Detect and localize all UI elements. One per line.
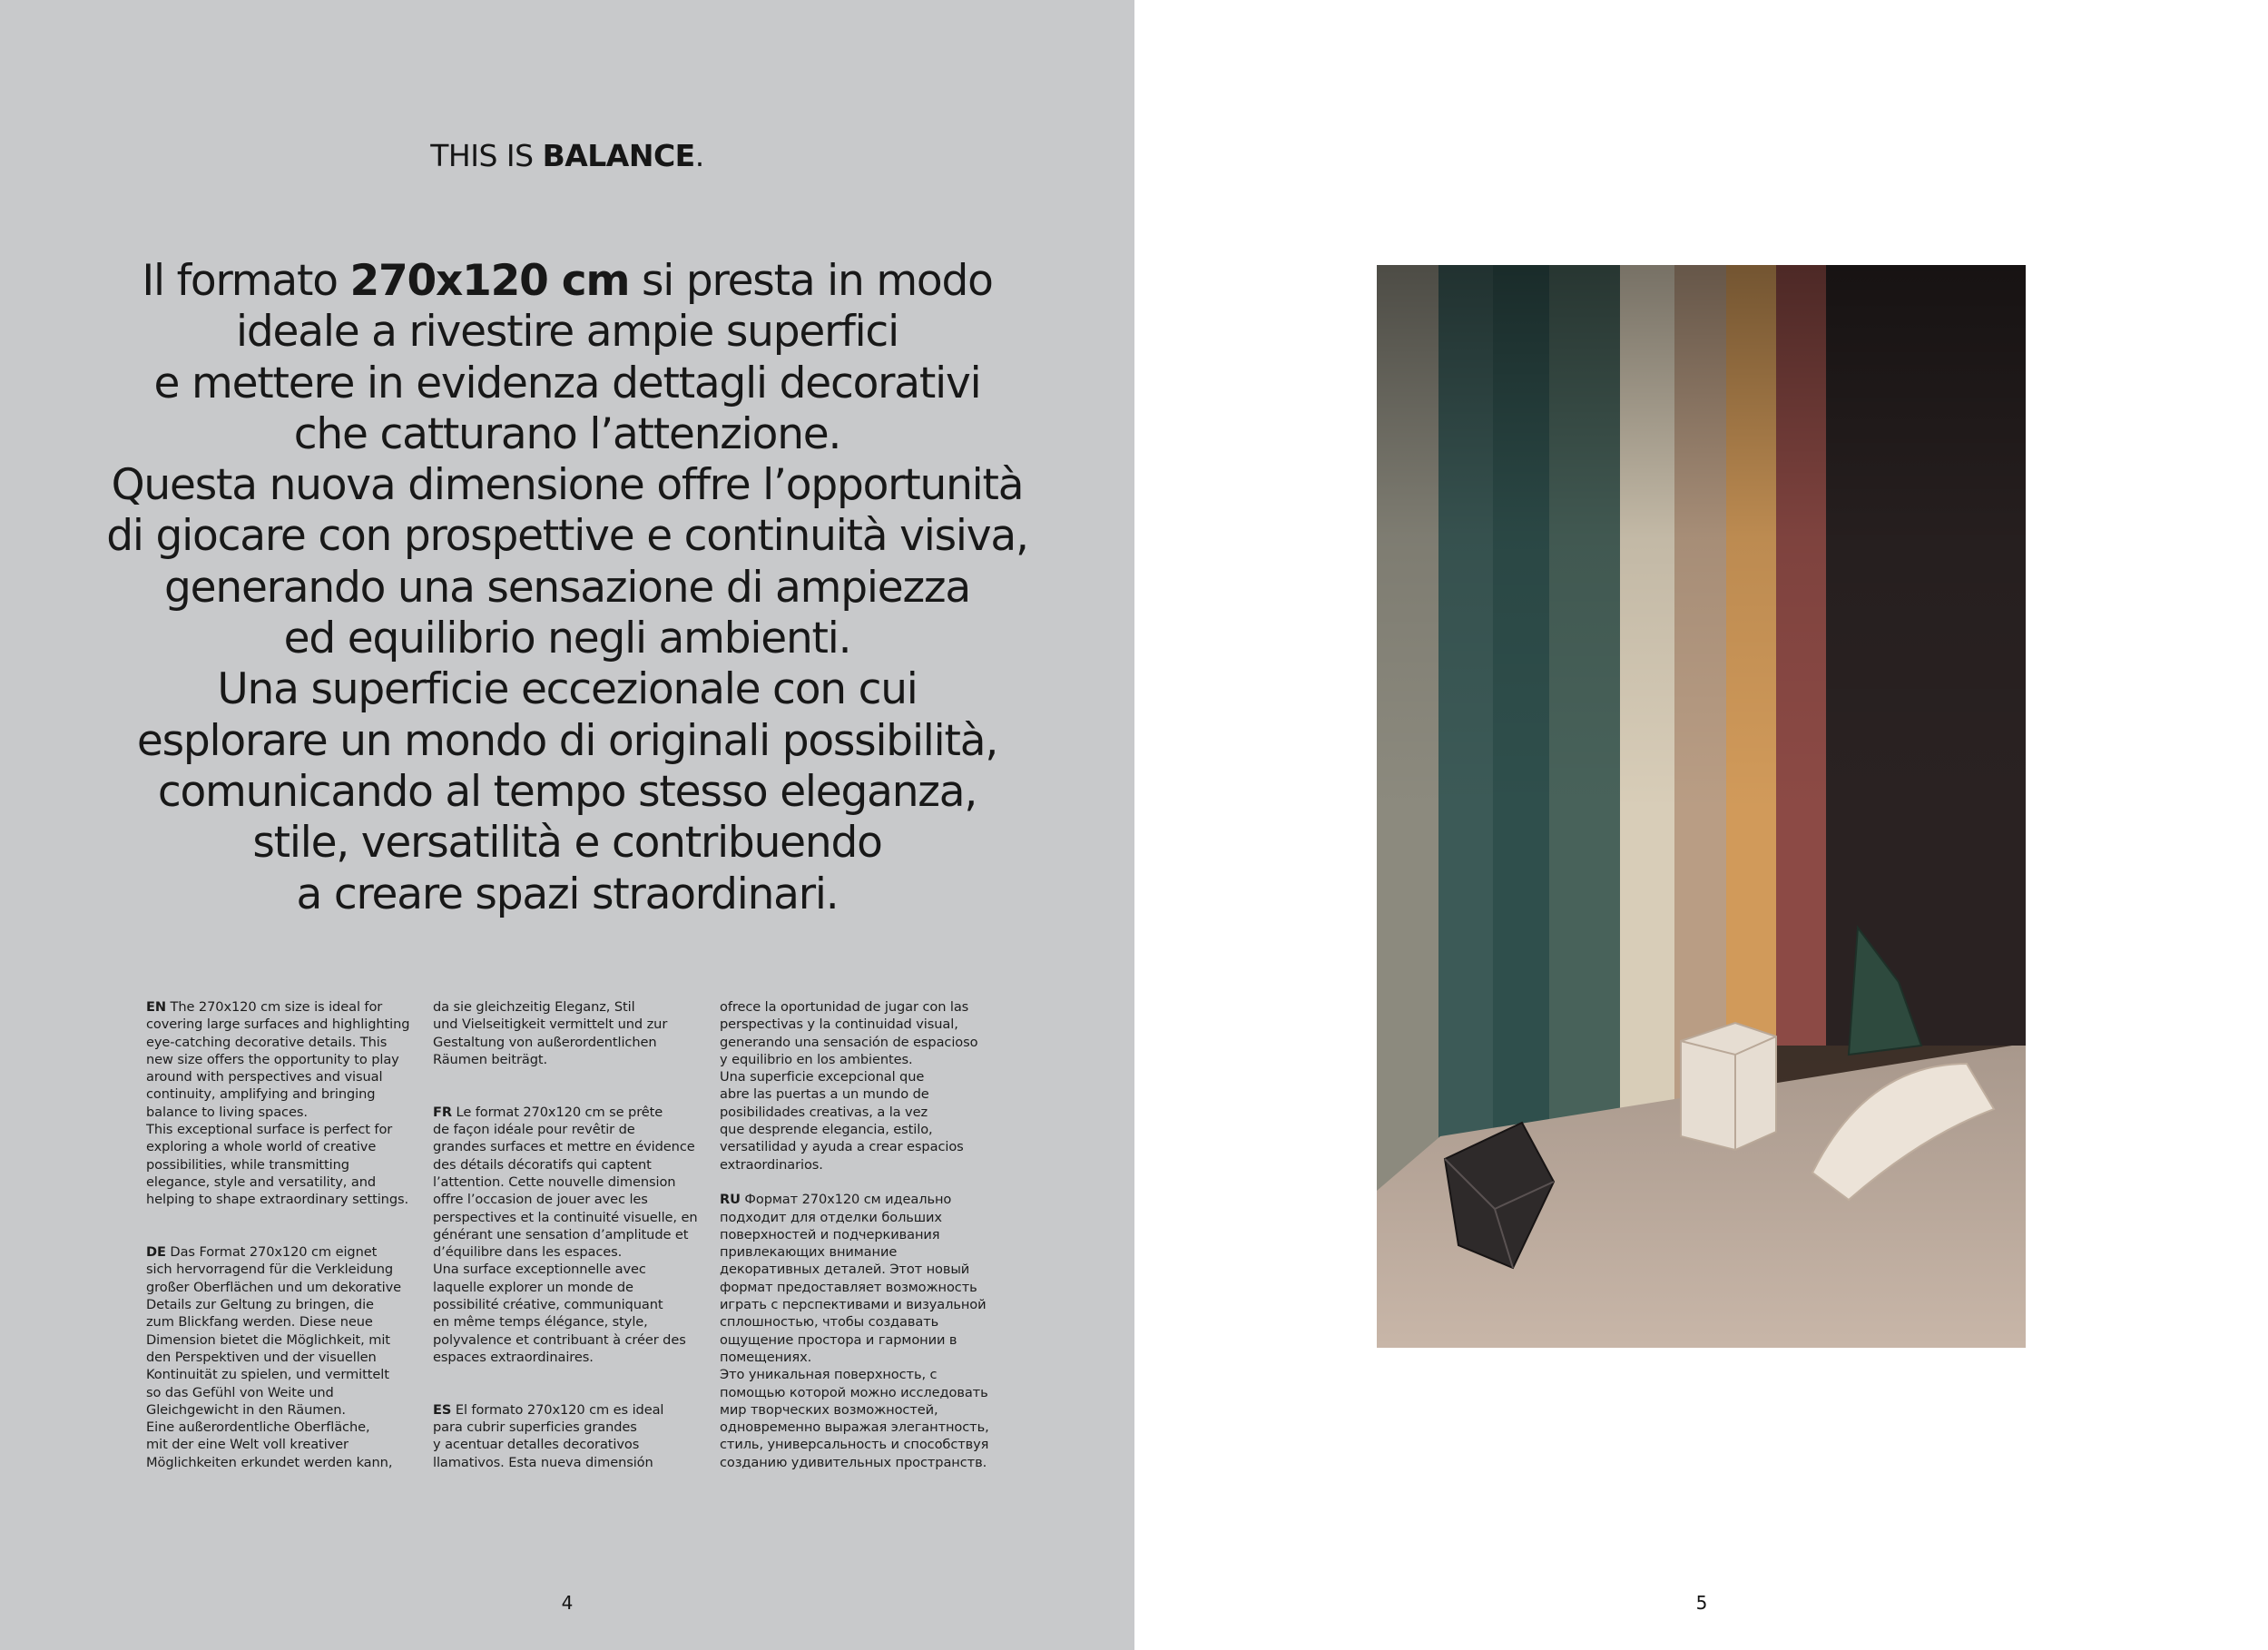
body-line: ощущение простора и гармонии в [720,1331,957,1348]
text-column-2 [433,998,705,1471]
fr-first-line [433,1104,705,1121]
body-line: de façon idéale pour revêtir de [433,1122,635,1138]
body-text: El formato 270x120 cm es ideal [451,1401,664,1418]
intro-line: comunicando al tempo stesso eleganza, [157,766,977,817]
lang-tag-en: EN [146,999,166,1015]
body-line: формат предоставляет возможность [720,1279,977,1295]
intro-line: Una superficie eccezionale con cui [217,664,918,715]
paragraph-gap [433,1068,705,1085]
body-line: Una superficie excepcional que [720,1069,925,1085]
body-line: стиль, универсальность и способствуя [720,1437,989,1453]
body-line: que desprende elegancia, estilo, [720,1122,933,1138]
page-heading [0,138,1134,173]
intro-line [91,256,1044,307]
lang-tag-de: DE [146,1244,166,1261]
body-line: großer Oberflächen und um dekorative [146,1279,402,1295]
body-line: perspectives et la continuité visuelle, en [433,1209,698,1225]
body-line: espaces extraordinaires. [433,1349,594,1365]
paragraph-gap [433,1384,705,1401]
intro-format-highlight: 270x120 cm [349,256,630,306]
body-line: around with perspectives and visual [146,1069,383,1085]
body-line: new size offers the opportunity to play [146,1051,399,1067]
intro-line: ideale a rivestire ampie superfici [236,307,898,358]
product-photo [1377,265,2026,1348]
body-line: extraordinarios. [720,1156,823,1173]
body-line: polyvalence et contribuant à créer des [433,1331,686,1348]
body-line: Räumen beiträgt. [433,1051,548,1067]
body-line: декоративных деталей. Этот новый [720,1262,970,1278]
body-line: подходит для отделки больших [720,1209,942,1225]
body-line: созданию удивительных пространств. [720,1454,987,1470]
body-line: мир творческих возможностей, [720,1401,938,1418]
body-line: mit der eine Welt voll kreativer [146,1437,349,1453]
body-line: en même temps élégance, style, [433,1314,648,1331]
page-number-right: 5 [1695,1592,1708,1614]
intro-line: e mettere in evidenza dettagli decorativi [153,358,981,408]
paragraph-gap [146,1209,418,1226]
body-line: para cubrir superficies grandes [433,1419,637,1436]
ru-first-line [720,1191,1001,1208]
body-line: сплошностью, чтобы создавать [720,1314,939,1331]
intro-line: stile, versatilità e contribuendo [252,818,882,869]
body-line: und Vielseitigkeit vermittelt und zur [433,1017,668,1033]
body-line: continuity, amplifying and bringing [146,1086,376,1103]
body-text: Das Format 270x120 cm eignet [165,1244,378,1261]
body-line: This exceptional surface is perfect for [146,1122,393,1138]
body-line: eye-catching decorative details. This [146,1034,388,1050]
body-line: perspectivas y la continuidad visual, [720,1017,958,1033]
body-line: possibilité créative, communiquant [433,1297,663,1313]
body-line: Это уникальная поверхность, с [720,1367,938,1383]
body-line: balance to living spaces. [146,1104,308,1120]
body-line: laquelle explorer un monde de [433,1279,633,1295]
intro-line: di giocare con prospettive e continuità visiva, [106,511,1028,562]
intro-line: a creare spazi straordinari. [296,869,839,919]
text-column-3 [720,998,1001,1471]
body-text: The 270x120 cm size is ideal for [165,999,383,1015]
heading-emphasis: BALANCE [542,138,695,173]
body-line: Details zur Geltung zu bringen, die [146,1297,374,1313]
body-line: generando una sensación de espacioso [720,1034,978,1050]
intro-text: si presta in modo [629,256,993,306]
body-line: llamativos. Esta nueva dimensión [433,1454,653,1470]
body-line: помещениях. [720,1349,812,1365]
body-line: zum Blickfang werden. Diese neue [146,1314,373,1331]
intro-line: generando una sensazione di ampiezza [164,562,970,613]
lang-tag-fr: FR [433,1104,453,1120]
body-line: Kontinuität zu spielen, und vermittelt [146,1367,389,1383]
body-line: Gestaltung von außerordentlichen [433,1034,657,1050]
body-line: elegance, style and versatility, and [146,1174,377,1190]
body-line: da sie gleichzeitig Eleganz, Stil [433,999,635,1015]
lang-tag-es: ES [433,1401,452,1418]
intro-paragraph-italian [91,256,1044,920]
body-line: поверхностей и подчеркивания [720,1226,940,1242]
top-shadow [1377,265,2026,810]
body-text: Формат 270x120 см идеально [740,1192,952,1208]
body-line: d’équilibre dans les espaces. [433,1244,623,1261]
body-line: помощью которой можно исследовать [720,1384,988,1400]
body-line: Gleichgewicht in den Räumen. [146,1401,346,1418]
paragraph-gap [433,1085,705,1103]
body-line: abre las puertas a un mundo de [720,1086,929,1103]
en-first-line [146,998,418,1016]
body-line: exploring a whole world of creative [146,1139,377,1155]
intro-text: Il formato [142,256,350,306]
body-line: den Perspektiven und der visuellen [146,1349,377,1365]
body-line: so das Gefühl von Weite und [146,1384,334,1400]
paragraph-gap [433,1366,705,1383]
intro-line: ed equilibrio negli ambienti. [283,614,851,664]
body-line: posibilidades creativas, a la vez [720,1104,928,1120]
body-line: possibilities, while transmitting [146,1156,349,1173]
body-line: générant une sensation d’amplitude et [433,1226,689,1242]
body-line: привлекающих внимание [720,1244,898,1261]
page-number-left: 4 [561,1592,574,1614]
body-line: grandes surfaces et mettre en évidence [433,1139,695,1155]
body-text: Le format 270x120 cm se prête [452,1104,663,1120]
body-line: offre l’occasion de jouer avec les [433,1192,648,1208]
body-line: Dimension bietet die Möglichkeit, mit [146,1331,390,1348]
body-line: helping to shape extraordinary settings. [146,1192,409,1208]
body-line: des détails décoratifs qui captent [433,1156,652,1173]
intro-line: Questa nuova dimensione offre l’opportunità [111,460,1024,511]
body-line: covering large surfaces and highlighting [146,1017,410,1033]
body-line: y acentuar detalles decorativos [433,1437,640,1453]
body-line: versatilidad y ayuda a crear espacios [720,1139,964,1155]
photo-scene [1377,265,2026,1348]
body-line: y equilibrio en los ambientes. [720,1051,913,1067]
lang-tag-ru: RU [720,1192,741,1208]
paragraph-gap [146,1226,418,1243]
body-line: l’attention. Cette nouvelle dimension [433,1174,676,1190]
es-first-line [433,1401,705,1419]
body-line: играть с перспективами и визуальной [720,1297,987,1313]
de-first-line [146,1243,418,1261]
paragraph-gap [720,1174,1001,1191]
body-line: Una surface exceptionnelle avec [433,1262,646,1278]
body-line: ofrece la oportunidad de jugar con las [720,999,969,1015]
heading-suffix: . [694,138,704,173]
body-line: sich hervorragend für die Verkleidung [146,1262,394,1278]
body-line: Möglichkeiten erkundet werden kann, [146,1454,393,1470]
text-column-1 [146,998,418,1471]
body-line: Eine außerordentliche Oberfläche, [146,1419,370,1436]
heading-prefix: THIS IS [430,138,543,173]
body-line: одновременно выражая элегантность, [720,1419,989,1436]
intro-line: esplorare un mondo di originali possibilità, [136,715,998,766]
intro-line: che catturano l’attenzione. [293,408,841,459]
